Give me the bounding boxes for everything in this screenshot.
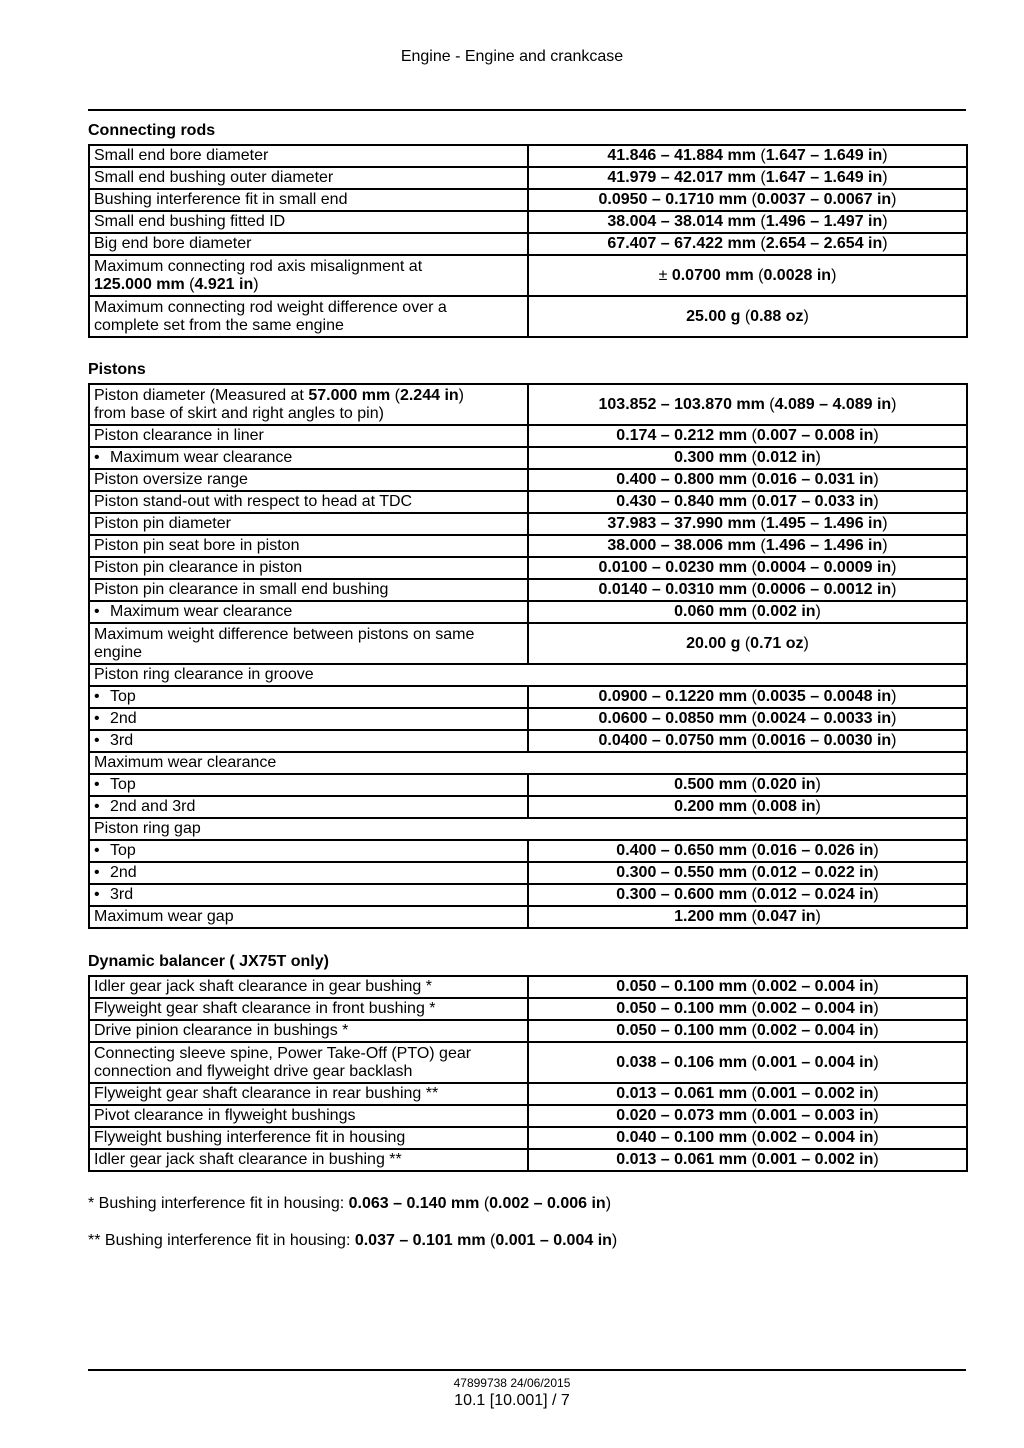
spec-label: Maximum wear gap [89, 906, 528, 928]
spec-label: Small end bore diameter [89, 145, 528, 167]
table-row [89, 774, 967, 796]
spec-value: 0.430 – 0.840 mm (0.017 – 0.033 in) [528, 491, 967, 513]
spec-value: 0.013 – 0.061 mm (0.001 – 0.002 in) [528, 1149, 967, 1171]
spec-value: 0.0600 – 0.0850 mm (0.0024 – 0.0033 in) [528, 708, 967, 730]
spec-label: Maximum connecting rod axis misalignment at 125.000 mm (4.921 in) [89, 255, 528, 296]
spec-label: Flyweight bushing interference fit in housing [89, 1127, 528, 1149]
spec-label: Piston pin clearance in piston [89, 557, 528, 579]
footer-page-number: 10.1 [10.001] / 7 [454, 1392, 570, 1409]
spec-value: 37.983 – 37.990 mm (1.495 – 1.496 in) [528, 513, 967, 535]
spec-value: 0.060 mm (0.002 in) [528, 601, 967, 623]
spec-label: Piston pin diameter [89, 513, 528, 535]
spec-label: Drive pinion clearance in bushings * [89, 1020, 528, 1042]
spec-value: 0.0400 – 0.0750 mm (0.0016 – 0.0030 in) [528, 730, 967, 752]
spec-value: 0.050 – 0.100 mm (0.002 – 0.004 in) [528, 1020, 967, 1042]
table-row [89, 1127, 967, 1149]
spec-value: 0.174 – 0.212 mm (0.007 – 0.008 in) [528, 425, 967, 447]
table-row [89, 189, 967, 211]
table-row [89, 384, 967, 425]
table-row [89, 664, 967, 686]
table-row [89, 998, 967, 1020]
table-row [89, 535, 967, 557]
spec-value: ± 0.0700 mm (0.0028 in) [528, 255, 967, 296]
spec-label: Piston oversize range [89, 469, 528, 491]
spec-label: Bushing interference fit in small end [89, 189, 528, 211]
table-row [89, 818, 967, 840]
table-row [89, 1042, 967, 1083]
spec-value: 0.0100 – 0.0230 mm (0.0004 – 0.0009 in) [528, 557, 967, 579]
spec-value: 0.500 mm (0.020 in) [528, 774, 967, 796]
spec-label: • 2nd and 3rd [89, 796, 528, 818]
spec-label: • Top [89, 686, 528, 708]
bullet-icon: • [94, 449, 100, 466]
section-title: Dynamic balancer ( JX75T only) [88, 953, 329, 970]
table-row [89, 425, 967, 447]
table-row [89, 469, 967, 491]
table-row [89, 752, 967, 774]
spec-value: 0.038 – 0.106 mm (0.001 – 0.004 in) [528, 1042, 967, 1083]
spec-label: Small end bushing fitted ID [89, 211, 528, 233]
table-row [89, 233, 967, 255]
bullet-icon: • [94, 842, 100, 859]
table-row [89, 884, 967, 906]
footnote-double-asterisk: ** Bushing interference fit in housing: 0.037 – 0.101 mm (0.001 – 0.004 in) [88, 1232, 618, 1249]
spec-value: 0.013 – 0.061 mm (0.001 – 0.002 in) [528, 1083, 967, 1105]
header-rule [88, 109, 966, 111]
bullet-icon: • [94, 732, 100, 749]
footer-document-code: 47899738 24/06/2015 [453, 1376, 571, 1390]
spec-label: Maximum connecting rod weight difference over a complete set from the same engine [89, 296, 528, 337]
spec-value: 0.0900 – 0.1220 mm (0.0035 – 0.0048 in) [528, 686, 967, 708]
table-row [89, 976, 967, 998]
table-row [89, 840, 967, 862]
table-row [89, 296, 967, 337]
spec-label: Connecting sleeve spine, Power Take-Off (PTO) gear connection and flyweight drive gear backlash [89, 1042, 528, 1083]
spec-table-connecting-rods [88, 144, 968, 338]
spec-value: 0.300 mm (0.012 in) [528, 447, 967, 469]
spec-value: 0.040 – 0.100 mm (0.002 – 0.004 in) [528, 1127, 967, 1149]
table-row [89, 557, 967, 579]
spec-label: Piston pin clearance in small end bushing [89, 579, 528, 601]
section-title: Pistons [88, 361, 146, 378]
spec-label: Piston diameter (Measured at 57.000 mm (2.244 in) from base of skirt and right angles to pin) [89, 384, 528, 425]
spec-label: • Top [89, 774, 528, 796]
spec-value: 0.300 – 0.550 mm (0.012 – 0.022 in) [528, 862, 967, 884]
spec-table-dynamic-balancer [88, 975, 968, 1172]
spec-value: 67.407 – 67.422 mm (2.654 – 2.654 in) [528, 233, 967, 255]
spec-label: • 3rd [89, 884, 528, 906]
table-row [89, 601, 967, 623]
table-row [89, 730, 967, 752]
bullet-icon: • [94, 688, 100, 705]
table-row [89, 1105, 967, 1127]
spec-label: Idler gear jack shaft clearance in gear bushing * [89, 976, 528, 998]
bullet-icon: • [94, 798, 100, 815]
table-row [89, 623, 967, 664]
spec-value: 1.200 mm (0.047 in) [528, 906, 967, 928]
table-row [89, 167, 967, 189]
spec-value: 0.400 – 0.800 mm (0.016 – 0.031 in) [528, 469, 967, 491]
table-row [89, 796, 967, 818]
table-row [89, 686, 967, 708]
spec-label: Big end bore diameter [89, 233, 528, 255]
page-header-title: Engine - Engine and crankcase [400, 48, 624, 65]
spec-label: • Maximum wear clearance [89, 601, 528, 623]
spec-group-label: Maximum wear clearance [89, 752, 967, 774]
spec-label: • 3rd [89, 730, 528, 752]
spec-group-label: Piston ring clearance in groove [89, 664, 967, 686]
spec-table-pistons [88, 383, 968, 929]
spec-value: 0.400 – 0.650 mm (0.016 – 0.026 in) [528, 840, 967, 862]
section-dynamic-balancer [88, 952, 966, 1172]
table-row [89, 513, 967, 535]
spec-label: Small end bushing outer diameter [89, 167, 528, 189]
spec-value: 103.852 – 103.870 mm (4.089 – 4.089 in) [528, 384, 967, 425]
table-row [89, 211, 967, 233]
spec-value: 0.050 – 0.100 mm (0.002 – 0.004 in) [528, 976, 967, 998]
spec-label: Piston stand-out with respect to head at TDC [89, 491, 528, 513]
section-pistons [88, 360, 966, 929]
table-row [89, 1020, 967, 1042]
spec-value: 41.846 – 41.884 mm (1.647 – 1.649 in) [528, 145, 967, 167]
spec-label: • 2nd [89, 708, 528, 730]
spec-value: 0.050 – 0.100 mm (0.002 – 0.004 in) [528, 998, 967, 1020]
spec-value: 0.300 – 0.600 mm (0.012 – 0.024 in) [528, 884, 967, 906]
table-row [89, 579, 967, 601]
spec-label: Flyweight gear shaft clearance in rear bushing ** [89, 1083, 528, 1105]
table-row [89, 1149, 967, 1171]
table-row [89, 255, 967, 296]
table-row [89, 862, 967, 884]
bullet-icon: • [94, 776, 100, 793]
spec-label: • Maximum wear clearance [89, 447, 528, 469]
spec-value: 0.200 mm (0.008 in) [528, 796, 967, 818]
table-row [89, 491, 967, 513]
spec-value: 0.0140 – 0.0310 mm (0.0006 – 0.0012 in) [528, 579, 967, 601]
table-row [89, 447, 967, 469]
table-row [89, 708, 967, 730]
spec-label: Maximum weight difference between pistons on same engine [89, 623, 528, 664]
footnote-single-asterisk: * Bushing interference fit in housing: 0.063 – 0.140 mm (0.002 – 0.006 in) [88, 1195, 612, 1212]
bullet-icon: • [94, 603, 100, 620]
spec-value: 25.00 g (0.88 oz) [528, 296, 967, 337]
bullet-icon: • [94, 864, 100, 881]
table-row [89, 1083, 967, 1105]
spec-label: Piston clearance in liner [89, 425, 528, 447]
spec-label: • 2nd [89, 862, 528, 884]
spec-value: 20.00 g (0.71 oz) [528, 623, 967, 664]
bullet-icon: • [94, 886, 100, 903]
table-row [89, 145, 967, 167]
spec-value: 0.0950 – 0.1710 mm (0.0037 – 0.0067 in) [528, 189, 967, 211]
spec-value: 38.004 – 38.014 mm (1.496 – 1.497 in) [528, 211, 967, 233]
spec-value: 38.000 – 38.006 mm (1.496 – 1.496 in) [528, 535, 967, 557]
spec-label: Idler gear jack shaft clearance in bushing ** [89, 1149, 528, 1171]
spec-label: Pivot clearance in flyweight bushings [89, 1105, 528, 1127]
spec-group-label: Piston ring gap [89, 818, 967, 840]
section-title: Connecting rods [88, 122, 216, 139]
footer-rule [88, 1369, 966, 1371]
spec-label: • Top [89, 840, 528, 862]
bullet-icon: • [94, 710, 100, 727]
spec-value: 0.020 – 0.073 mm (0.001 – 0.003 in) [528, 1105, 967, 1127]
spec-value: 41.979 – 42.017 mm (1.647 – 1.649 in) [528, 167, 967, 189]
section-connecting-rods [88, 121, 966, 338]
table-row [89, 906, 967, 928]
spec-label: Flyweight gear shaft clearance in front bushing * [89, 998, 528, 1020]
spec-label: Piston pin seat bore in piston [89, 535, 528, 557]
